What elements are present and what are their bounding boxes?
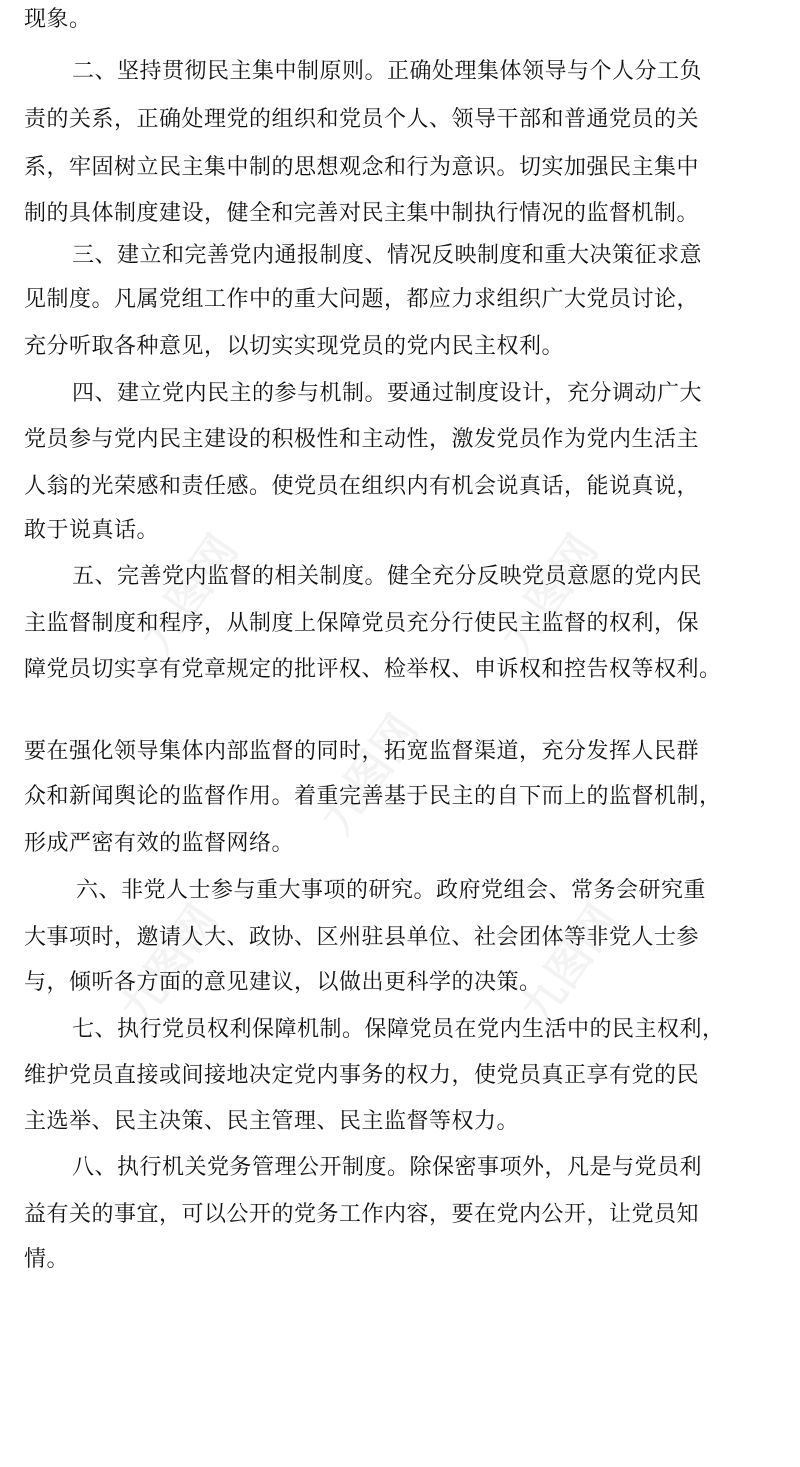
paragraph-line: 制的具体制度建设，健全和完善对民主集中制执行情况的监督机制。 [24,201,700,226]
paragraph-line: 益有关的事宜，可以公开的党务工作内容，要在党内公开，让党员知 [24,1202,700,1227]
paragraph-line: 责的关系，正确处理党的组织和党员个人、领导干部和普通党员的关 [24,107,700,132]
paragraph-line: 主选举、民主决策、民主管理、民主监督等权力。 [24,1109,520,1134]
paragraph-line: 与，倾听各方面的意见建议，以做出更科学的决策。 [24,970,542,995]
paragraph-line: 现象。 [24,7,92,32]
paragraph-line: 八、执行机关党务管理公开制度。除保密事项外，凡是与党员利 [72,1155,703,1180]
paragraph-line: 维护党员直接或间接地决定党内事务的权力，使党员真正享有党的民 [24,1063,700,1088]
paragraph-line: 障党员切实享有党章规定的批评权、检举权、申诉权和控告权等权利。 [24,657,722,682]
paragraph-line: 众和新闻舆论的监督作用。着重完善基于民主的自下而上的监督机制， [24,784,722,809]
paragraph-line: 五、完善党内监督的相关制度。健全充分反映党员意愿的党内民 [72,564,703,589]
paragraph-line: 大事项时，邀请人大、政协、区州驻县单位、社会团体等非党人士参 [24,925,700,950]
paragraph-line: 四、建立党内民主的参与机制。要通过制度设计，充分调动广大 [72,381,703,406]
paragraph-line: 六、非党人士参与重大事项的研究。政府党组会、常务会研究重 [76,878,707,903]
paragraph-line: 人翁的光荣感和责任感。使党员在组织内有机会说真话，能说真说， [24,474,700,499]
paragraph-line: 要在强化领导集体内部监督的同时，拓宽监督渠道，充分发挥人民群 [24,739,700,764]
paragraph-line: 三、建立和完善党内通报制度、情况反映制度和重大决策征求意 [72,243,703,268]
paragraph-line: 主监督制度和程序，从制度上保障党员充分行使民主监督的权利，保 [24,611,700,636]
paragraph-line: 情。 [24,1247,70,1272]
paragraph-line: 党员参与党内民主建设的积极性和主动性，激发党员作为党内生活主 [24,427,700,452]
paragraph-line: 七、执行党员权利保障机制。保障党员在党内生活中的民主权利， [72,1017,725,1042]
paragraph-line: 系，牢固树立民主集中制的思想观念和行为意识。切实加强民主集中 [24,155,700,180]
paragraph-line: 充分听取各种意见，以切实实现党员的党内民主权利。 [24,334,565,359]
paragraph-line: 二、坚持贯彻民主集中制原则。正确处理集体领导与个人分工负 [72,59,703,84]
paragraph-line: 形成严密有效的监督网络。 [24,831,295,856]
watermark [302,700,430,845]
paragraph-line: 见制度。凡属党组工作中的重大问题，都应力求组织广大党员讨论， [24,287,700,312]
paragraph-line: 敢于说真话。 [24,518,160,543]
